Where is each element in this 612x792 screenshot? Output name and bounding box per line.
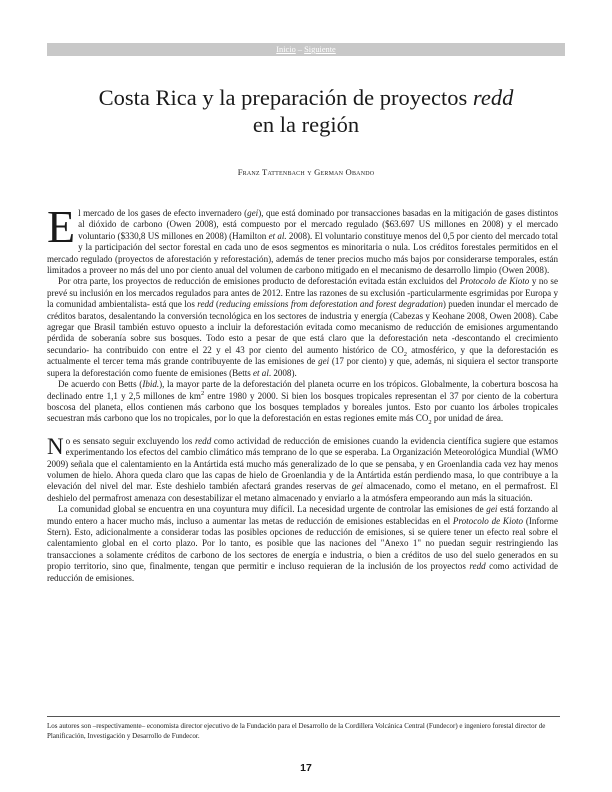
paragraph-2 — [47, 276, 558, 379]
text-run: está forzando al mundo entero a hacer mucho más, incluso a aumentar las metas de reducción de emisiones establecidas en el — [47, 504, 559, 526]
text-run-italic: et al. — [268, 230, 287, 241]
text-run-italic: Protocolo de Kioto — [452, 515, 524, 526]
page-number: 17 — [300, 762, 312, 774]
text-run-italic: gei — [351, 481, 363, 492]
text-run: ( — [213, 299, 219, 310]
text-run-italic: gei — [318, 356, 330, 367]
inicio-link[interactable]: Inicio — [276, 45, 296, 54]
paragraph-3 — [47, 379, 558, 425]
nav-separator: – — [295, 45, 305, 54]
text-run-italic: Protocolo de Kioto — [459, 276, 530, 287]
text-run-italic: redd — [194, 435, 212, 446]
drop-cap: E — [47, 201, 76, 252]
superscript: 2 — [200, 389, 205, 397]
drop-cap: N — [47, 433, 64, 459]
top-navigation-bar — [47, 43, 565, 56]
text-run-italic: redd — [469, 561, 486, 572]
text-run: (17 por ciento) y que, además, ni siquiera el sector transporte supera la deforestación como fuente de emisiones (Betts — [47, 356, 558, 378]
title-line1-italic: redd — [472, 85, 514, 110]
text-run-italic: reducing emissions from deforestation and forest degradation — [218, 299, 443, 310]
text-run: almacenado, como el metano, en el permafrost. El deshielo del permafrost amenaza con desestabilizar el metano almacenado y enviarlo a la atmósfera empeorando aun más la situación. — [47, 481, 558, 503]
article-authors: Franz Tattenbach y German Obando — [237, 167, 375, 177]
text-run: atmosférico, y que la deforestación es actualmente el tercer tema más grande contribuyente de las emisiones de — [47, 344, 558, 367]
text-run: La comunidad global se encuentra en una coyuntura muy difícil. La necesidad urgente de controlar las emisiones de — [58, 504, 487, 515]
subscript: 2 — [403, 350, 408, 358]
text-run-italic: Ibid. — [142, 379, 160, 390]
text-run: por unidad de área. — [431, 413, 504, 424]
article-title — [47, 84, 565, 138]
text-run: ), que está dominado por transacciones basadas en la mitigación de gases distintos al dióxido de carbono (Owen 2008), está compuesto por el mercado regulado ($63.697 US millones en 2008) y el mercado voluntario ($330,8 US millones en 2008) (Hamilton — [78, 208, 558, 241]
text-run: . 2008). — [268, 367, 297, 378]
text-run-italic: redd — [197, 299, 214, 310]
text-run: como actividad de reducción de emisiones cuando la evidencia científica sugiere que estamos experimentando los efectos del cambio climático más temprano de lo que se esperaba. La Organización Meteorológica Mundial (WMO 2009) señala que el calentamiento en la Antártida está mucho más generalizado de lo que se pensaba, y en Groenlandia cada vez hay menos volumen de hielo. Ahora queda claro que las capas de hielo de Groenlandia y de la Antártida están perdiendo masa, lo que contribuye a la elevación del nivel del mar. Este deshielo también afectará grandes reservas de — [47, 435, 558, 492]
text-run: ), la mayor parte de la deforestación del planeta ocurre en los trópicos. Globalmente, la cobertura boscosa ha declinado entre 1,1 y 2,5 millones de km — [47, 379, 558, 401]
siguiente-link[interactable]: Siguiente — [304, 45, 336, 54]
text-run: Por otra parte, los proyectos de reducción de emisiones producto de deforestación evitada están excluidos del — [58, 276, 460, 287]
text-run: De acuerdo con Betts ( — [58, 379, 143, 390]
article-body — [47, 201, 559, 584]
text-run-italic: gei — [486, 504, 498, 515]
text-run: 2008). El voluntario constituye menos del 0,5 por ciento del mercado total y la participación del sector forestal en cada uno de esos segmentos es minoritaria o nula. Los créditos forestales permitidos en el mercado regulado (proyectos de aforestación y reforestación), además de tener precios mucho más bajos por considerarse temporales, están limitados a proveer no más del uno por ciento anual del volumen de carbono mitigado en el mecanismo de desarrollo limpio (Owen 2008). — [47, 230, 559, 276]
text-run: entre 1980 y 2000. Si bien los bosques tropicales representan el 37 por ciento de la cobertura boscosa del planeta, ellos contienen más carbono que los bosques templados y boreales juntos. Esto por cuanto los árboles tropicales secuestran más carbono que los no tropicales, por lo que la deforestación en estas regiones emite más CO — [47, 390, 559, 424]
text-run: l mercado de los gases de efecto invernadero ( — [78, 208, 248, 218]
text-run: y no se prevé su inclusión en los mercados regulados para antes de 2012. Entre las razones de su exclusión -particularmente esgrimidas por Europa y la comunidad ambientalista- está que los — [47, 276, 558, 310]
text-run: como actividad de reducción de emisiones. — [47, 561, 558, 583]
title-line1-text: Costa Rica y la preparación de proyectos — [98, 85, 473, 110]
text-run: (Informe Stern). Esto, adicionalmente a considerar todas las posibles opciones de reducción de emisiones, si se quiere tener un efecto real sobre el calentamiento global en el corto plazo. Por lo tanto, es posible que las naciones del "Anexo 1" no puedan seguir restringiendo las transacciones a solamente créditos de carbono de los sectores de energía e industria, o bien a créditos de uso del suelo generados en su propio territorio, sino que, finalmente, tengan que permitir e incluso requieran de la inclusión de los proyectos — [47, 515, 558, 572]
text-run: o es sensato seguir excluyendo los — [65, 435, 195, 446]
paragraph-1 — [47, 201, 559, 276]
paragraph-4 — [47, 433, 558, 504]
footnote-divider — [47, 716, 560, 717]
title-line2-text: en la región — [252, 112, 360, 137]
subscript: 2 — [428, 419, 432, 427]
text-run-italic: et al — [253, 367, 269, 378]
footnote: Los autores son –respectivamente– economista director ejecutivo de la Fundación para el Desarrollo de la Cordillera Volcánica Central (Fundecor) e ingeniero forestal director de Planificación, Investigación y Desarrollo de Fundecor. — [47, 722, 546, 740]
section-gap — [47, 425, 558, 436]
paragraph-5 — [47, 504, 558, 584]
text-run: ) pueden inundar el mercado de créditos baratos, desalentando la conversión tecnológica en los sectores de industria y energía (Cabezas y Keohane 2008, Owen 2008). Cabe agregar que Brasil también estuvo opuesto a incluir la deforestación evitada como mecanismo de reducción de emisiones argumentando pérdida de soberanía sobre sus bosques. Todo esto a pesar de que está claro que la deforestación neta -descontando el crecimiento secundario- ha contribuido con entre el 22 y el 43 por ciento del aumento histórico de CO — [47, 299, 559, 355]
text-run-italic: gei — [247, 208, 259, 218]
